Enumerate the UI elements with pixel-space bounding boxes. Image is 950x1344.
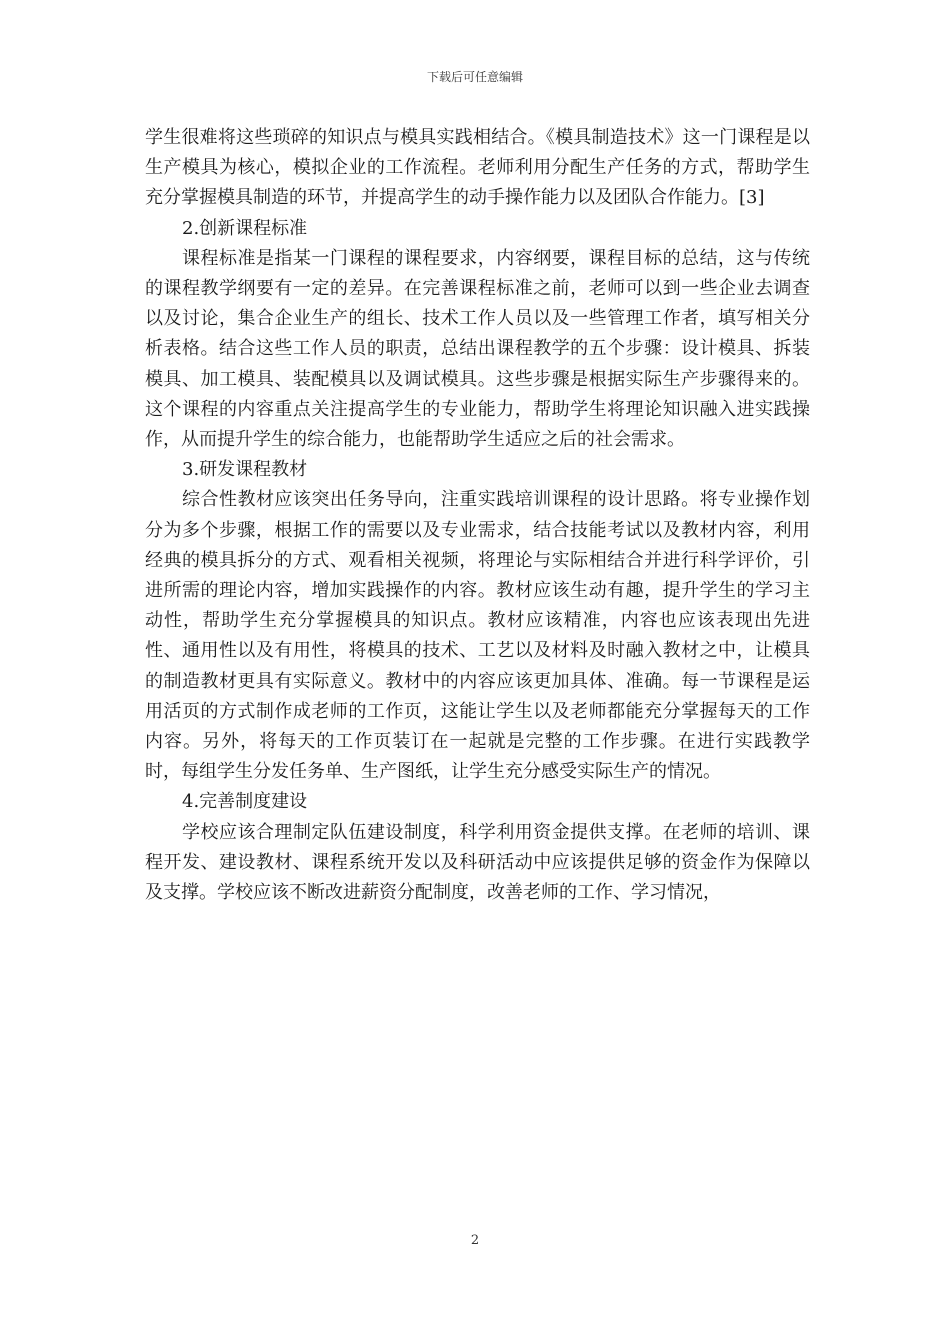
section-heading-4: 4.完善制度建设 (182, 791, 308, 813)
paragraph-course-standard: 课程标准是指某一门课程的课程要求，内容纲要，课程目标的总结，这与传统的课程教学纲要有一定的差异。在完善课程标准之前，老师可以到一些企业去调查以及讨论，集合企业生产的组长、技术工作人员以及一些管理工作者，填写相关分析表格。结合这些工作人员的职责，总结出课程教学的五个步骤：设计模具、拆装模具、加工模具、装配模具以及调试模具。这些步骤是根据实际生产步骤得来的。这个课程的内容重点关注提高学生的专业能力，帮助学生将理论知识融入进实践操作，从而提升学生的综合能力，也能帮助学生适应之后的社会需求。 (145, 247, 810, 451)
paragraph-continuation: 学生很难将这些琐碎的知识点与模具实践相结合。《模具制造技术》这一门课程是以生产模具为核心，模拟企业的工作流程。老师利用分配生产任务的方式，帮助学生充分掌握模具制造的环节，并提高学生的动手操作能力以及团队合作能力。[3] (145, 127, 810, 209)
paragraph-system-building: 学校应该合理制定队伍建设制度，科学利用资金提供支撑。在老师的培训、课程开发、建设教材、课程系统开发以及科研活动中应该提供足够的资金作为保障以及支撑。学校应该不断改进薪资分配制度，改善老师的工作、学习情况， (145, 821, 810, 904)
page-header: 下载后可任意编辑 (426, 70, 523, 84)
paragraph-textbook: 综合性教材应该突出任务导向，注重实践培训课程的设计思路。将专业操作划分为多个步骤，根据工作的需要以及专业需求，结合技能考试以及教材内容，利用经典的模具拆分的方式、观看相关视频，将理论与实际相结合并进行科学评价，引进所需的理论内容，增加实践操作的内容。教材应该生动有趣，提升学生的学习主动性，帮助学生充分掌握模具的知识点。教材应该精准，内容也应该表现出先进性、通用性以及有用性，将模具的技术、工艺以及材料及时融入教材之中，让模具的制造教材更具有实际意义。教材中的内容应该更加具体、准确。每一节课程是运用活页的方式制作成老师的工作页，这能让学生以及老师都能充分掌握每天的工作内容。另外，将每天的工作页装订在一起就是完整的工作步骤。在进行实践教学时，每组学生分发任务单、生产图纸，让学生充分感受实际生产的情况。 (145, 489, 810, 783)
section-heading-3: 3.研发课程教材 (182, 459, 308, 481)
page-number: 2 (470, 1233, 480, 1248)
section-heading-2: 2.创新课程标准 (182, 217, 308, 239)
document-body (145, 123, 810, 908)
